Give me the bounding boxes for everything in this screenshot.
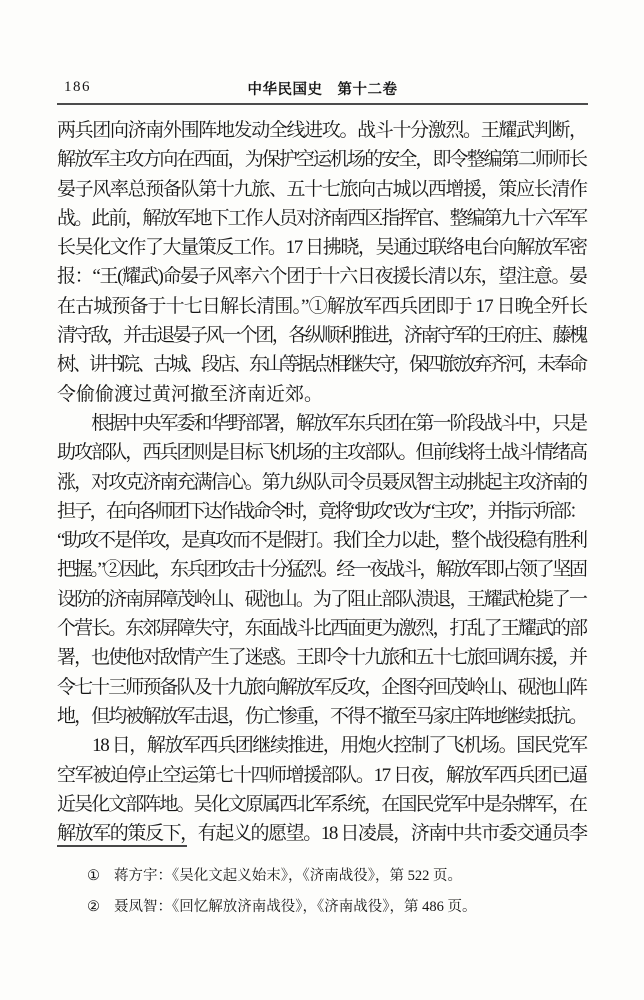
footnote [57,892,588,923]
footnote-text: 聂凤智：《回忆解放济南战役》，《济南战役》，第 486 页。 [114,899,477,915]
running-title: 中华民国史 第十二卷 [247,82,398,98]
text-line: 清守敌，并击退晏子风一个团，各纵顺利推进，济南守军的王府庄、藤槐 [57,325,586,347]
text-line: 令七十三师预备队及十九旅向解放军反攻，企图夺回茂岭山、砚池山阵 [57,676,587,698]
footnote-marker: ② [87,899,100,915]
text-line: 晏子风率总预备队第十九旅、五十七旅向古城以西增援，策应长清作 [57,178,587,200]
text-line: 长吴化文作了大量策反工作。17 日拂晓，吴通过联络电台向解放军密 [57,237,587,259]
text-line: 解放军的策反下，有起义的愿望。18 日凌晨，济南中共市委交通员李 [57,823,587,845]
text-line: 令偷偷渡过黄河撤至济南近郊。 [57,383,324,405]
text-line: “助攻不是佯攻，是真攻而不是假打。我们全力以赴，整个战役稳有胜利 [57,530,586,552]
text-line: 设防的济南屏障茂岭山、砚池山。为了阻止部队溃退，王耀武枪毙了一 [57,588,587,610]
footnote-text: 蒋方宇：《吴化文起义始末》，《济南战役》，第 522 页。 [114,868,462,884]
paragraph [57,731,588,848]
text-line: 解放军主攻方向在西面，为保护空运机场的安全，即令整编第二师师长 [57,149,587,171]
page-number: 186 [64,79,91,95]
footnote [57,861,588,892]
running-head [57,78,588,96]
text-line: 涨，对攻克济南充满信心。第九纵队司令员聂凤智主动挑起主攻济南的 [57,471,587,493]
text-line: 战。此前，解放军地下工作人员对济南西区指挥官、整编第九十六军军 [57,207,587,229]
footnote-rule [57,845,187,847]
text-line: 地，但均被解放军击退，伤亡惨重，不得不撤至马家庄阵地继续抵抗。 [57,705,587,727]
text-line: 助攻部队，西兵团则是目标飞机场的主攻部队。但前线将士战斗情绪高 [57,442,587,464]
header-rule [57,103,588,105]
text-line: 署，也使他对敌情产生了迷惑。王即令十九旅和五十七旅回调东援，并 [57,647,587,669]
text-line: 担子，在向各师团下达作战命令时，竟将“助攻”改为“主攻”，并指示所部： [57,500,586,522]
text-line: 个营长。东郊屏障失守，东面战斗比西面更为激烈，打乱了王耀武的部 [57,618,587,640]
text-line: 空军被迫停止空运第七十四师增援部队。17 日夜，解放军西兵团已逼 [57,764,587,786]
text-line: 根据中央军委和华野部署，解放军东兵团在第一阶段战斗中，只是 [57,412,587,434]
text-line: 报：“王(耀武)命晏子风率六个团于十六日夜援长清以东，望注意。晏 [57,266,587,288]
text-line: 两兵团向济南外围阵地发动全线进攻。战斗十分激烈。王耀武判断， [57,120,587,141]
text-line: 近吴化文部阵地。吴化文原属西北军系统，在国民党军中是杂牌军，在 [57,793,587,815]
footnotes [57,861,588,923]
paragraph [57,116,588,409]
text-line: 在古城预备于十七日解长清围。”①解放军西兵团即于 17 日晚全歼长 [57,295,588,317]
text-line: 18 日，解放军西兵团继续推进，用炮火控制了飞机场。国民党军 [57,735,587,757]
body-text [57,116,588,848]
text-line: 树、讲书院、古城、段店、东山等据点相继失守，保四旅放弃齐河，未奉命 [57,354,585,376]
paragraph [57,409,588,731]
footnote-marker: ① [87,868,100,884]
text-line: 把握。”②因此，东兵团攻击十分猛烈。经一夜战斗，解放军即占领了坚固 [57,559,586,581]
